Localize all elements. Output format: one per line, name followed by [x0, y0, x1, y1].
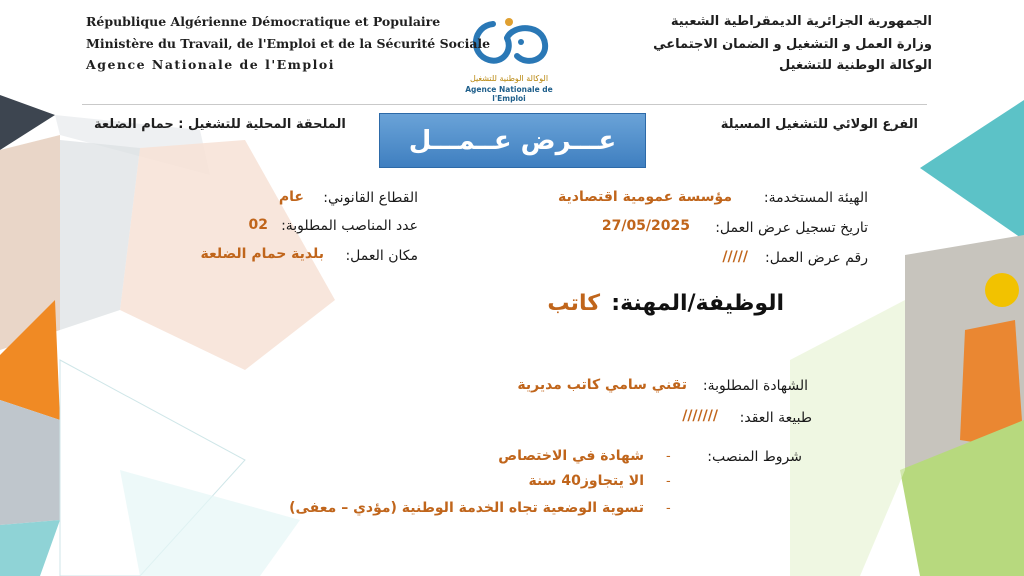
header-fr-ministry: Ministère du Travail, de l'Emploi et de la Sécurité Sociale: [86, 36, 491, 51]
degree-label: الشهادة المطلوبة:: [702, 378, 808, 394]
outline-shape-2: [120, 470, 300, 576]
location-label: مكان العمل:: [345, 248, 418, 264]
left-building-photo: [0, 400, 60, 525]
job-value: كاتب: [547, 291, 600, 316]
hardhat-shape: [985, 273, 1019, 307]
header-fr-republic: République Algérienne Démocratique et Populaire: [86, 14, 441, 29]
condition-bullet-1: -: [666, 449, 671, 464]
condition-item-2: الا يتجاوز40 سنة: [528, 473, 644, 489]
job-label: الوظيفة/المهنة:: [611, 291, 784, 316]
condition-item-3: تسوية الوضعية تجاه الخدمة الوطنية (مؤدي – معفى): [289, 500, 644, 516]
condition-item-1: شهادة في الاختصاص: [498, 448, 644, 464]
sector-label: القطاع القانوني:: [323, 190, 418, 206]
degree-value: تقني سامي كاتب مديرية: [517, 377, 687, 393]
offer-number-value: /////: [722, 249, 748, 265]
contract-value: ///////: [682, 408, 718, 424]
right-light-green-shape: [790, 300, 905, 576]
header-ar-agency: الوكالة الوطنية للتشغيل: [779, 58, 932, 73]
employer-value: مؤسسة عمومية اقتصادية: [558, 189, 732, 205]
right-teal-triangle: [920, 100, 1024, 240]
header-ar-ministry: وزارة العمل و التشغيل و الضمان الاجتماعي: [653, 37, 932, 52]
employer-label: الهيئة المستخدمة:: [763, 190, 868, 206]
sector-value: عام: [278, 189, 304, 205]
condition-bullet-3: -: [666, 501, 671, 516]
offer-title: عـــرض عــمـــل: [379, 113, 646, 168]
local-office: الملحقة المحلية للتشغيل : حمام الضلعة: [94, 117, 346, 132]
contract-label: طبيعة العقد:: [739, 410, 812, 426]
header-separator: [82, 104, 927, 105]
date-value: 27/05/2025: [601, 218, 690, 234]
left-teal-shape: [0, 520, 60, 576]
condition-bullet-2: -: [666, 474, 671, 489]
logo-arabic-text: الوكالة الوطنية للتشغيل: [469, 74, 549, 83]
header-ar-republic: الجمهورية الجزائرية الديمقراطية الشعبية: [670, 14, 932, 29]
date-label: تاريخ تسجيل عرض العمل:: [715, 220, 868, 236]
conditions-label: شروط المنصب:: [707, 449, 802, 465]
offer-number-label: رقم عرض العمل:: [765, 250, 868, 266]
logo-french-text: Agence Nationale de l'Emploi: [465, 85, 553, 103]
location-value: بلدية حمام الضلعة: [200, 246, 324, 262]
positions-value: 02: [248, 217, 268, 233]
regional-office: الفرع الولائي للتشغيل المسيلة: [720, 117, 918, 132]
header-fr-agency: Agence Nationale de l'Emploi: [86, 57, 335, 72]
positions-label: عدد المناصب المطلوبة:: [281, 218, 418, 234]
